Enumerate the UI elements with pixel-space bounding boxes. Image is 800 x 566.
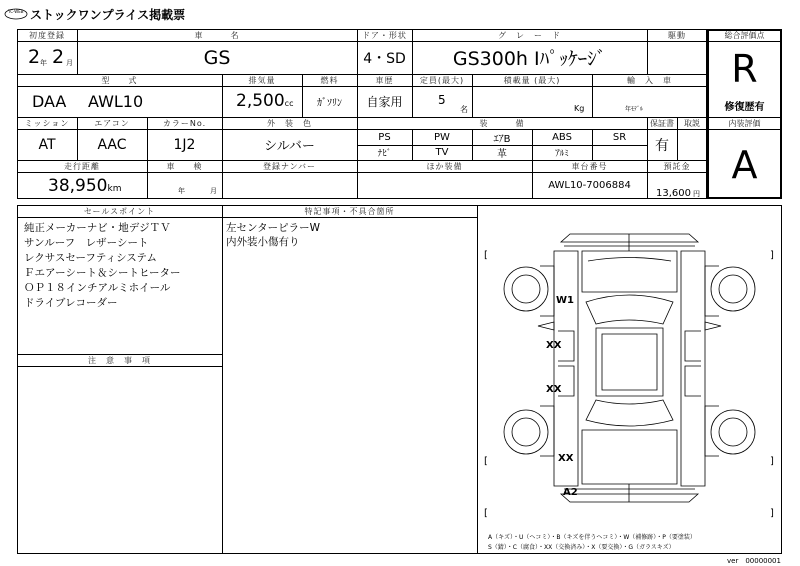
car-name-header: 車 名	[194, 30, 240, 40]
version-label: ver 00000001	[727, 557, 781, 565]
price-header: 預託金	[663, 161, 691, 171]
exterior-header: 外 装 色	[267, 118, 312, 128]
equip-ps: PS	[378, 131, 391, 143]
equip-abs: ABS	[552, 131, 572, 143]
equip-leather: 革	[497, 149, 507, 160]
load-header: 積載量 (最大)	[503, 75, 561, 85]
color-no-header: カラーNo.	[162, 118, 207, 128]
special-notes-title: 特記事項・不具合箇所	[304, 206, 395, 216]
displacement-header: 排気量	[248, 75, 276, 85]
interior-score-value: A	[731, 143, 758, 187]
wheel-rear-right-icon	[711, 410, 755, 454]
mileage-header: 走行距離	[64, 161, 100, 171]
import-note: 年ﾓﾃﾞﾙ	[625, 106, 644, 113]
equip-navi: ﾅﾋﾞ	[377, 149, 392, 159]
damage-legend-line2: S（錆）・C（腐食）・XX（交換済み）・X（要交換）・G（ガラスキズ）	[488, 544, 675, 551]
damage-mark-xx: XX	[546, 340, 562, 351]
damage-mark-a2: A2	[563, 487, 578, 498]
sales-point-item: ＯＰ１８インチアルミホイール	[24, 282, 171, 294]
drive-value	[647, 41, 707, 74]
equip-alloy: ｱﾙﾐ	[555, 149, 569, 159]
model-value: AWL10	[88, 92, 144, 111]
equipment-header: 装 備	[479, 118, 525, 128]
capacity-header: 定員(最大)	[419, 75, 465, 85]
warranty-header: 保証書	[650, 118, 674, 128]
equip-extra	[592, 145, 647, 160]
total-score-value: R	[731, 47, 758, 91]
reg-number-header: 登録ナンバー	[262, 161, 317, 171]
history-value: 自家用	[366, 95, 403, 109]
fuel-header: 燃料	[320, 75, 339, 85]
sales-points-title: セールスポイント	[83, 206, 156, 216]
import-header: 輸 入 車	[627, 75, 672, 85]
exterior-value: シルバー	[264, 139, 315, 154]
inspection-month-unit: 月	[210, 187, 217, 195]
grade-value: GS300h Iﾊﾟｯｹｰｼﾞ	[452, 48, 607, 70]
mission-value: AT	[38, 136, 56, 153]
drive-header: 駆動	[668, 30, 686, 40]
bracket-bottom-right: ]	[770, 508, 774, 519]
model-prefix: DAA	[32, 92, 67, 111]
manual-header: 取説	[684, 118, 700, 128]
interior-score-label: 内装評価	[728, 118, 761, 128]
mission-header: ミッション	[24, 118, 70, 128]
sales-point-item: 純正メーカーナビ・地デジＴＶ	[24, 222, 171, 234]
wheel-rear-left-icon	[504, 410, 548, 454]
equip-pw: PW	[434, 131, 450, 143]
chassis-no-value: AWL10-7006884	[548, 180, 631, 191]
special-note-item: 左センターピラーW	[226, 222, 320, 234]
logo	[4, 6, 28, 20]
page-title: ストックワンプライス掲載票	[30, 8, 186, 22]
first-reg-header: 初度登録	[29, 30, 65, 40]
aircon-value: AAC	[97, 136, 127, 153]
other-equip-header: ほか装備	[426, 161, 463, 171]
mileage-value: 38,950km	[48, 176, 122, 196]
history-header: 車歴	[375, 75, 394, 85]
damage-mark-w1: W1	[556, 295, 574, 306]
inspection-header: 車 検	[166, 161, 203, 171]
bracket-bottom-left: [	[484, 508, 488, 519]
equip-tv: TV	[435, 147, 449, 158]
chassis-no-header: 車台番号	[571, 161, 608, 171]
model-header: 型 式	[101, 75, 138, 85]
sales-point-item: Ｆエアーシート＆シートヒーター	[24, 267, 181, 279]
car-damage-diagram	[478, 206, 781, 531]
logo-text: TC-WEB	[8, 9, 24, 14]
damage-legend-line1: A（キズ）・U（ヘコミ）・B（キズを伴うヘコミ）・W（補修跡）・P（要塗装）	[488, 534, 696, 541]
grade-header: グ レ ー ド	[498, 30, 561, 40]
wheel-front-right-icon	[711, 267, 755, 311]
inspection-year-unit: 年	[178, 187, 185, 195]
wheel-front-left-icon	[504, 267, 548, 311]
load-unit: Kg	[574, 104, 585, 113]
caution-title: 注 意 事 項	[88, 355, 151, 365]
first-reg-value: 2 年 2 月	[28, 46, 73, 68]
fuel-value: ｶﾞｿﾘﾝ	[317, 98, 342, 109]
sales-point-item: サンルーフ レザーシート	[24, 237, 149, 249]
special-note-item: 内外装小傷有り	[226, 236, 300, 248]
sales-point-item: レクサスセーフティシステム	[24, 252, 158, 264]
equip-airbag: ｴｱB	[493, 133, 511, 145]
equip-sr: SR	[612, 131, 627, 143]
door-shape-value: 4・SD	[363, 50, 406, 67]
capacity-value: 5 名	[438, 93, 468, 114]
damage-mark-xx: XX	[546, 384, 562, 395]
aircon-header: エアコン	[94, 118, 130, 128]
price-value: 13,600 円	[656, 188, 700, 199]
bracket-rear-right: ]	[770, 456, 774, 467]
damage-mark-xx: XX	[558, 453, 574, 464]
car-name-value: GS	[203, 46, 231, 69]
warranty-value: 有	[655, 137, 669, 154]
repair-history-label: 修復歴有	[724, 101, 765, 113]
door-shape-header: ドア・形状	[362, 30, 407, 40]
color-no-value: 1J2	[173, 136, 196, 153]
sales-point-item: ドライブレコーダー	[24, 297, 118, 309]
total-score-label: 総合評価点	[724, 30, 765, 40]
bracket-rear-left: [	[484, 456, 488, 467]
bracket-front-right: ]	[770, 250, 774, 261]
bracket-front-left: [	[484, 250, 488, 261]
displacement-value: 2,500cc	[236, 91, 294, 111]
